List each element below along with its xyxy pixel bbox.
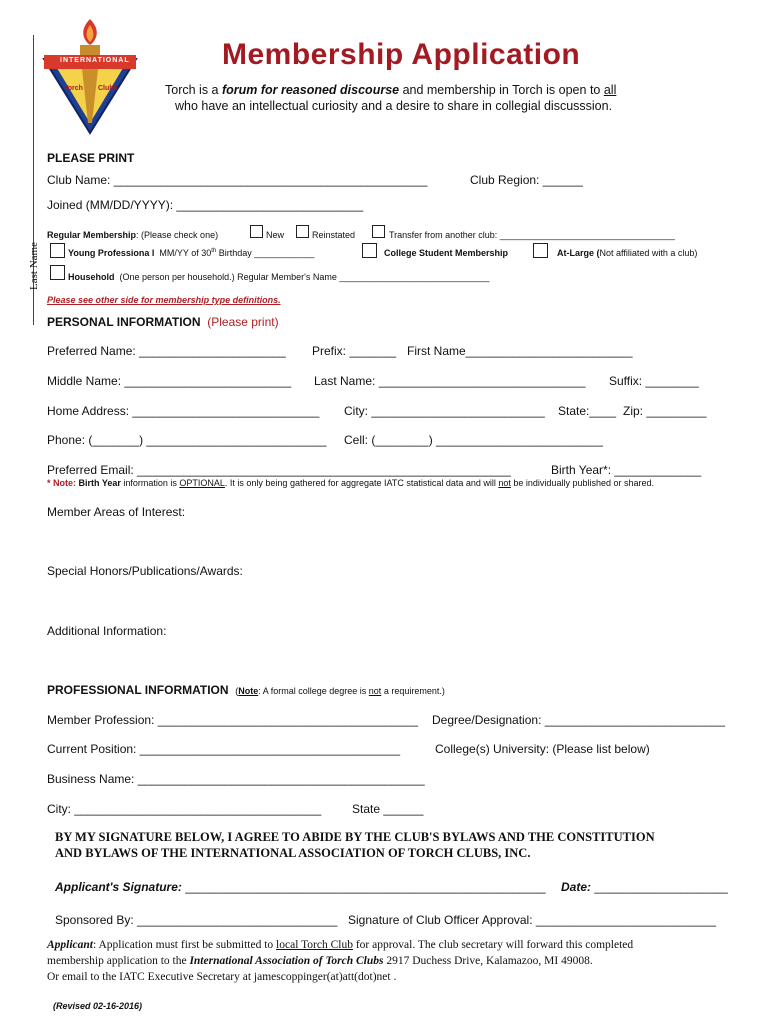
- sponsored-by-field[interactable]: Sponsored By: ______________________________: [55, 913, 338, 927]
- college-student-label: College Student Membership: [384, 248, 509, 258]
- professional-state-field[interactable]: State ______: [352, 802, 424, 816]
- cell-field[interactable]: Cell: (________) _________________________: [344, 433, 603, 447]
- professional-city-field[interactable]: City: _____________________________________: [47, 802, 322, 816]
- email-field[interactable]: Preferred Email: ________________________________________________________: [47, 463, 511, 477]
- professional-info-heading: PROFESSIONAL INFORMATION (Note: A formal college degree is not a requirement.): [47, 683, 445, 697]
- birth-year-field[interactable]: Birth Year*: _____________: [551, 463, 702, 477]
- prefix-field[interactable]: Prefix: _______: [312, 344, 397, 358]
- torch-logo: [40, 15, 140, 137]
- degree-field[interactable]: Degree/Designation: ___________________________: [432, 713, 725, 727]
- joined-date-field[interactable]: Joined (MM/DD/YYYY): ____________________________: [47, 198, 364, 212]
- state-field[interactable]: State:____: [558, 404, 617, 418]
- logo-text-right: Clubs: [98, 85, 118, 92]
- logo-text-top: INTERNATIONAL: [60, 57, 130, 64]
- additional-info-label: Additional Information:: [47, 624, 167, 638]
- home-address-field[interactable]: Home Address: ____________________________: [47, 404, 320, 418]
- phone-field[interactable]: Phone: (_______) ___________________________: [47, 433, 327, 447]
- at-large-label: At-Large (Not affiliated with a club): [557, 248, 698, 258]
- college-university-label: College(s) University: (Please list below): [435, 742, 650, 756]
- revised-date: (Revised 02-16-2016): [53, 1001, 143, 1011]
- transfer-field[interactable]: Transfer from another club: ___________________________________: [389, 230, 675, 240]
- footer-line-2: membership application to the International Association of Torch Clubs 2917 Duchess Drive, Kalamazoo, MI 49008.: [47, 955, 593, 967]
- young-professional-label: Young Professiona l MM/YY of 30th Birthday ____________: [68, 248, 315, 258]
- footer-line-3: Or email to the IATC Executive Secretary at jamescoppinger(at)att(dot)net .: [47, 971, 397, 983]
- transfer-checkbox[interactable]: [372, 225, 385, 238]
- intro-line-1: Torch is a forum for reasoned discourse and membership in Torch is open to all: [165, 83, 617, 97]
- household-label: Household (One person per household.) Regular Member's Name ______________________________: [68, 272, 490, 282]
- club-region-field[interactable]: Club Region: ______: [470, 173, 583, 187]
- college-student-checkbox[interactable]: [362, 243, 377, 258]
- logo-text-left: Torch: [64, 85, 83, 92]
- business-name-field[interactable]: Business Name: ___________________________________________: [47, 772, 425, 786]
- footer-line-1: Applicant: Application must first be submitted to local Torch Club for approval. The club secretary will forward this completed: [47, 939, 634, 951]
- member-profession-field[interactable]: Member Profession: _______________________________________: [47, 713, 418, 727]
- middle-name-field[interactable]: Middle Name: _________________________: [47, 374, 292, 388]
- first-name-field[interactable]: First Name_________________________: [407, 344, 633, 358]
- current-position-field[interactable]: Current Position: _______________________________________: [47, 742, 400, 756]
- reinstated-label: Reinstated: [312, 230, 356, 240]
- agreement-line-2: AND BYLAWS OF THE INTERNATIONAL ASSOCIATION OF TORCH CLUBS, INC.: [55, 846, 531, 860]
- please-print-heading: PLEASE PRINT: [47, 151, 135, 165]
- suffix-field[interactable]: Suffix: ________: [609, 374, 699, 388]
- club-officer-signature-field[interactable]: Signature of Club Officer Approval: ___________________________: [348, 913, 717, 927]
- torch-logo-graphic: [40, 15, 140, 137]
- page-title: Membership Application: [222, 38, 581, 71]
- see-other-side-note: Please see other side for membership type definitions.: [47, 295, 281, 305]
- preferred-name-field[interactable]: Preferred Name: ______________________: [47, 344, 286, 358]
- signature-date-field[interactable]: Date: ____________________: [561, 880, 728, 894]
- city-field[interactable]: City: __________________________: [344, 404, 545, 418]
- areas-of-interest-label: Member Areas of Interest:: [47, 505, 186, 519]
- agreement-line-1: BY MY SIGNATURE BELOW, I AGREE TO ABIDE BY THE CLUB'S BYLAWS AND THE CONSTITUTION: [55, 830, 655, 844]
- applicant-signature-field[interactable]: Applicant's Signature: ______________________________________________________: [55, 880, 546, 894]
- side-label-last-name: Last Name: [27, 242, 40, 290]
- reinstated-checkbox[interactable]: [296, 225, 309, 238]
- household-checkbox[interactable]: [50, 265, 65, 280]
- new-checkbox[interactable]: [250, 225, 263, 238]
- regular-membership-label: Regular Membership: (Please check one): [47, 230, 219, 240]
- at-large-checkbox[interactable]: [533, 243, 548, 258]
- last-name-field[interactable]: Last Name: _______________________________: [314, 374, 586, 388]
- zip-field[interactable]: Zip: _________: [623, 404, 707, 418]
- honors-label: Special Honors/Publications/Awards:: [47, 564, 243, 578]
- birth-year-note: * Note: Birth Year information is OPTIONAL. It is only being gathered for aggregate IATC statistical data and will not be individually published or shared.: [47, 478, 654, 488]
- personal-info-heading: PERSONAL INFORMATION (Please print): [47, 315, 279, 329]
- club-name-field[interactable]: Club Name: _______________________________________________: [47, 173, 428, 187]
- new-label: New: [266, 230, 285, 240]
- intro-line-2: who have an intellectual curiosity and a desire to share in collegial discusssion.: [175, 99, 613, 113]
- young-professional-checkbox[interactable]: [50, 243, 65, 258]
